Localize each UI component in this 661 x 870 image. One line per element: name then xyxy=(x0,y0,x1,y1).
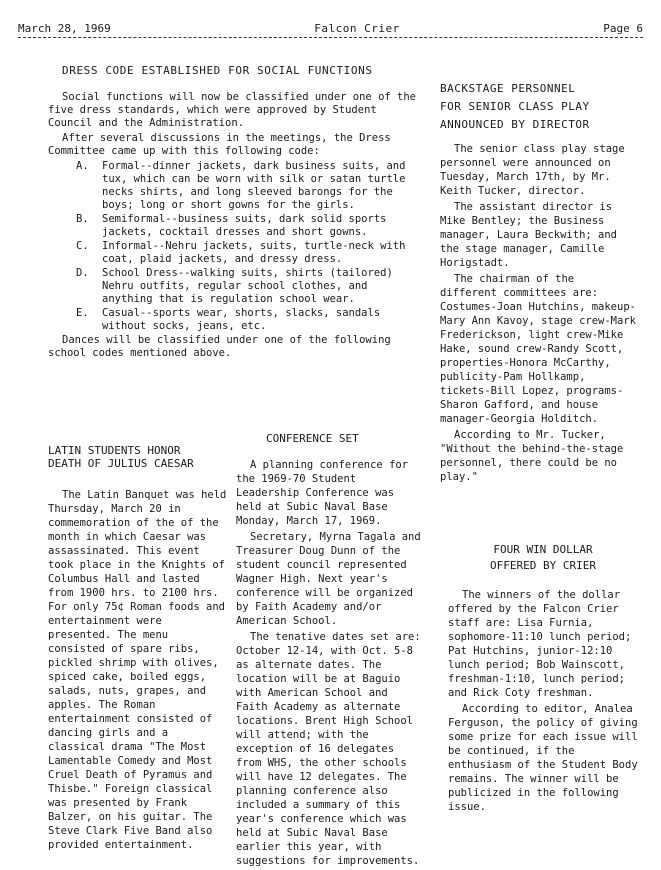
page-number: Page 6 xyxy=(603,22,643,35)
backstage-headline xyxy=(440,80,636,134)
issue-date: March 28, 1969 xyxy=(18,22,111,35)
dress-code-item xyxy=(76,240,418,266)
backstage-paragraph: The senior class play stage personnel were announced on Tuesday, March 17th, by Mr. Keith Tucker, director. xyxy=(440,143,625,197)
backstage-headline-line: FOR SENIOR CLASS PLAY xyxy=(440,100,590,113)
dress-code-paragraph: After several discussions in the meetings, the Dress Committee came up with this following code: xyxy=(48,132,391,157)
dollar-headline xyxy=(448,542,638,574)
dress-code-item xyxy=(76,213,418,239)
dress-code-paragraph: Social functions will now be classified under one of the five dress standards, which were approved by Student Council and the Administration. xyxy=(48,91,417,129)
item-mark: B. xyxy=(76,213,89,225)
item-mark: E. xyxy=(76,307,89,319)
conference-article xyxy=(236,432,422,870)
conference-paragraph: A planning conference for the 1969-70 Student Leadership Conference was held at Subic Naval Base Monday, March 17, 1969. xyxy=(236,459,409,527)
latin-article xyxy=(48,444,228,854)
item-text: Casual--sports wear, shorts, slacks, sandals without socks, jeans, etc. xyxy=(102,307,381,332)
item-text: Formal--dinner jackets, dark business suits, and tux, which can be worn with silk or satan turtle necks shirts, and long sleeved barongs for the boys; long or short gowns for the girls. xyxy=(102,160,406,211)
dollar-headline-line: FOUR WIN DOLLAR xyxy=(493,543,593,556)
backstage-headline-line: ANNOUNCED BY DIRECTOR xyxy=(440,118,590,131)
backstage-article xyxy=(440,80,636,486)
backstage-paragraph: The assistant director is Mike Bentley; the Business manager, Laura Beckwith; and the stage manager, Camille Horigstadt. xyxy=(440,201,618,269)
item-text: Informal--Nehru jackets, suits, turtle-neck with coat, plaid jackets, and dressy dress. xyxy=(102,240,406,265)
item-text: Semiformal--business suits, dark solid sports jackets, cocktail dresses and short gowns. xyxy=(102,213,387,238)
dollar-paragraph: According to editor, Analea Ferguson, the policy of giving some prize for each issue will be continued, if the enthusiasm of the Student Body remains. The winner will be publicized in the following issue. xyxy=(448,703,638,813)
conference-headline: CONFERENCE SET xyxy=(266,432,359,445)
dress-code-article xyxy=(48,64,418,362)
dress-code-item xyxy=(76,307,418,333)
dress-code-list xyxy=(76,160,418,333)
dress-code-item xyxy=(76,267,418,306)
dress-code-paragraph: Dances will be classified under one of the following school codes mentioned above. xyxy=(48,334,391,359)
latin-body: The Latin Banquet was held Thursday, March 20 in commemoration of the of the month in which Caesar was assassinated. This event took place in the Knights of Columbus Hall and lasted from 1900 hrs. to 2100 hrs. For only 75¢ Roman foods and entertainment were presented. The menu consisted of spare ribs, pickled shrimp with olives, spiced cake, boiled eggs, salads, nuts, grapes, and apples. The Roman entertainment consisted of dancing girls and a classical drama "The Most Lamentable Comedy and Most Cruel Death of Pyramus and Thisbe." Foreign classical was presented by Frank Balzer, on his guitar. The Steve Clark Five Band also provided entertainment. xyxy=(48,489,227,851)
dollar-paragraph: The winners of the dollar offered by the Falcon Crier staff are: Lisa Furnia, sophomore-11:10 lunch period; Pat Hutchins, junior-12:10 lunch period; Bob Wainscott, freshman-1:10, lunch period; and Rick Coty freshman. xyxy=(448,589,632,699)
newspaper-name: Falcon Crier xyxy=(314,22,400,35)
latin-headline-line: LATIN STUDENTS HONOR xyxy=(48,444,181,457)
backstage-headline-line: BACKSTAGE PERSONNEL xyxy=(440,82,576,95)
backstage-paragraph: The chairman of the different committees are: Costumes-Joan Hutchins, makeup-Mary Ann Kavoy, stage crew-Mark Frederickson, light crew-Mike Hake, sound crew-Randy Scott, properties-Honora McCarthy, publicity-Pam Hollkamp, tickets-Bill Lopez, programs-Sharon Gafford, and house manager-Georgia Holditch. xyxy=(440,273,636,425)
dress-code-headline: DRESS CODE ESTABLISHED FOR SOCIAL FUNCTIONS xyxy=(62,64,373,77)
page-header xyxy=(18,22,643,38)
item-text: School Dress--walking suits, shirts (tailored) Nehru outfits, regular school clothes, and anything that is regulation school wear. xyxy=(102,267,393,305)
latin-headline-line: DEATH OF JULIUS CAESAR xyxy=(48,457,194,470)
dress-code-item xyxy=(76,160,418,212)
item-mark: C. xyxy=(76,240,89,252)
dollar-headline-line: OFFERED BY CRIER xyxy=(490,559,596,572)
conference-paragraph: Secretary, Myrna Tagala and Treasurer Doug Dunn of the student council represented Wagner High. Next year's conference will be organized by Faith Academy and/or American School. xyxy=(236,531,421,627)
item-mark: D. xyxy=(76,267,89,279)
latin-headline xyxy=(48,444,228,470)
dollar-article xyxy=(448,542,638,816)
conference-paragraph: The tenative dates set are: October 12-14, with Oct. 5-8 as alternate dates. The location will be at Baguio with American School and Faith Academy as alternate locations. Brent High School will attend; with the exception of 16 delegates from WHS, the other schools will have 12 delegates. The planning conference also included a summary of this year's conference which was held at Subic Naval Base earlier this year, with suggestions for improvements. xyxy=(236,631,421,867)
item-mark: A. xyxy=(76,160,89,172)
backstage-paragraph: According to Mr. Tucker, "Without the behind-the-stage personnel, there could be no play." xyxy=(440,429,624,483)
